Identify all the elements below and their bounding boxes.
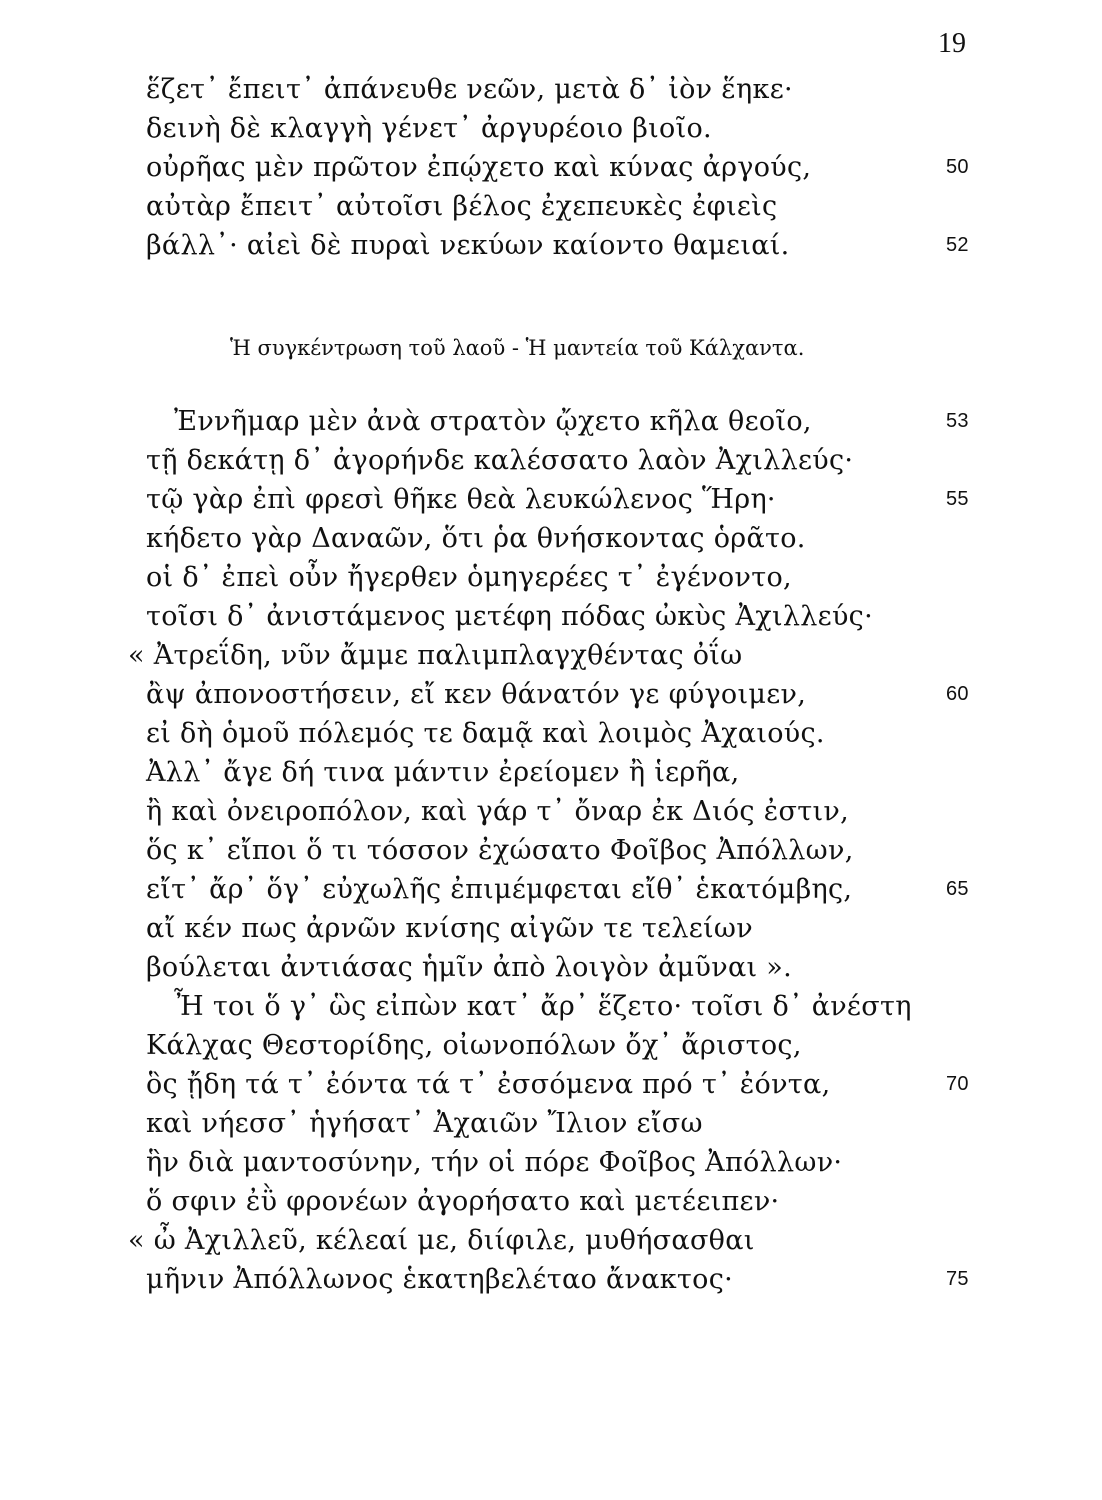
verse-line [146, 1104, 976, 1143]
verse-line [146, 870, 976, 909]
verse-line [146, 1065, 976, 1104]
verse-text: αὐτὰρ ἔπειτ᾿ αὐτοῖσι βέλος ἐχεπευκὲς ἐφιεὶς [146, 191, 778, 222]
line-number: 70 [946, 1073, 969, 1095]
verse-text: Ἀλλ᾿ ἄγε δή τινα μάντιν ἐρείομεν ἢ ἱερῆα, [146, 757, 740, 788]
verse-line [146, 831, 976, 870]
verse-text: μῆνιν Ἀπόλλωνος ἑκατηβελέταο ἄνακτος· [146, 1264, 733, 1295]
verse-text: ἣν διὰ μαντοσύνην, τήν οἱ πόρε Φοῖβος Ἀπόλλων· [146, 1147, 843, 1178]
verse-text: οἱ δ᾿ ἐπεὶ οὖν ἤγερθεν ὁμηγερέες τ᾿ ἐγένοντο, [146, 562, 792, 593]
section-title: Ἡ συγκέντρωση τοῦ λαοῦ - Ἡ μαντεία τοῦ Κάλχαντα. [230, 336, 805, 360]
verse-line [146, 714, 976, 753]
verse-line [146, 1182, 976, 1221]
verse-text: ὅς κ᾿ εἴποι ὅ τι τόσσον ἐχώσατο Φοῖβος Ἀπόλλων, [146, 835, 854, 866]
line-number: 52 [946, 234, 969, 256]
verse-text: τοῖσι δ᾿ ἀνιστάμενος μετέφη πόδας ὠκὺς Ἀχιλλεύς· [146, 601, 873, 632]
verse-text: « ὦ Ἀχιλλεῦ, κέλεαί με, διίφιλε, μυθήσασθαι [128, 1225, 755, 1256]
line-number: 65 [946, 878, 969, 900]
line-number: 60 [946, 683, 969, 705]
verse-line [146, 558, 976, 597]
verse-line [146, 187, 976, 226]
verse-text: βούλεται ἀντιάσας ἡμῖν ἀπὸ λοιγὸν ἀμῦναι ». [146, 952, 792, 983]
verse-line [128, 1221, 976, 1260]
verse-line [146, 480, 976, 519]
verse-line [146, 597, 976, 636]
line-number: 53 [946, 410, 969, 432]
verse-text: εἴτ᾿ ἄρ᾿ ὅγ᾿ εὐχωλῆς ἐπιμέμφεται εἴθ᾿ ἑκατόμβης, [146, 874, 853, 905]
verse-text: ἕζετ᾿ ἔπειτ᾿ ἀπάνευθε νεῶν, μετὰ δ᾿ ἰὸν ἕηκε· [146, 74, 793, 105]
verse-block-intro [146, 70, 976, 265]
verse-line [146, 753, 976, 792]
verse-line [146, 948, 976, 987]
verse-text: ἢ καὶ ὀνειροπόλον, καὶ γάρ τ᾿ ὄναρ ἐκ Διός ἐστιν, [146, 796, 849, 827]
verse-line [146, 909, 976, 948]
verse-line [128, 636, 976, 675]
verse-text: Κάλχας Θεστορίδης, οἰωνοπόλων ὄχ᾿ ἄριστος, [146, 1030, 802, 1061]
verse-text: εἰ δὴ ὁμοῦ πόλεμός τε δαμᾷ καὶ λοιμὸς Ἀχαιούς. [146, 718, 825, 749]
verse-line [146, 987, 976, 1026]
verse-text: Ἐννῆμαρ μὲν ἀνὰ στρατὸν ᾤχετο κῆλα θεοῖο, [174, 406, 812, 437]
line-number: 55 [946, 488, 969, 510]
verse-block-main [128, 402, 976, 1299]
verse-text: αἴ κέν πως ἀρνῶν κνίσης αἰγῶν τε τελείων [146, 913, 753, 944]
verse-text: καὶ νήεσσ᾿ ἡγήσατ᾿ Ἀχαιῶν Ἴλιον εἴσω [146, 1108, 703, 1139]
verse-text: ἂψ ἀπονοστήσειν, εἴ κεν θάνατόν γε φύγοιμεν, [146, 679, 807, 710]
verse-text: « Ἀτρεΐδη, νῦν ἄμμε παλιμπλαγχθέντας ὀΐω [128, 640, 743, 671]
verse-line [146, 1260, 976, 1299]
verse-line [146, 1026, 976, 1065]
verse-line [146, 519, 976, 558]
page-number: 19 [938, 28, 966, 59]
verse-line [146, 70, 976, 109]
verse-text: δεινὴ δὲ κλαγγὴ γένετ᾿ ἀργυρέοιο βιοῖο. [146, 113, 712, 144]
verse-line [146, 226, 976, 265]
verse-line [146, 792, 976, 831]
verse-line [146, 1143, 976, 1182]
verse-line [146, 148, 976, 187]
verse-text: Ἦ τοι ὅ γ᾿ ὣς εἰπὼν κατ᾿ ἄρ᾿ ἕζετο· τοῖσι δ᾿ ἀνέστη [174, 991, 912, 1022]
line-number: 75 [946, 1268, 969, 1290]
verse-line [146, 109, 976, 148]
verse-line [146, 675, 976, 714]
verse-text: τῇ δεκάτῃ δ᾿ ἀγορήνδε καλέσσατο λαὸν Ἀχιλλεύς· [146, 445, 854, 476]
line-number: 50 [946, 156, 969, 178]
verse-text: ὅ σφιν ἐῢ φρονέων ἀγορήσατο καὶ μετέειπεν· [146, 1186, 780, 1217]
verse-text: οὐρῆας μὲν πρῶτον ἐπῴχετο καὶ κύνας ἀργούς, [146, 152, 812, 183]
verse-text: βάλλ᾿· αἰεὶ δὲ πυραὶ νεκύων καίοντο θαμειαί. [146, 230, 790, 261]
verse-line [146, 402, 976, 441]
verse-line [146, 441, 976, 480]
verse-text: ὃς ᾔδη τά τ᾿ ἐόντα τά τ᾿ ἐσσόμενα πρό τ᾿ ἐόντα, [146, 1069, 831, 1100]
verse-text: κήδετο γὰρ Δαναῶν, ὅτι ῥα θνήσκοντας ὁρᾶτο. [146, 523, 806, 554]
verse-text: τῷ γὰρ ἐπὶ φρεσὶ θῆκε θεὰ λευκώλενος Ἥρη· [146, 484, 776, 515]
